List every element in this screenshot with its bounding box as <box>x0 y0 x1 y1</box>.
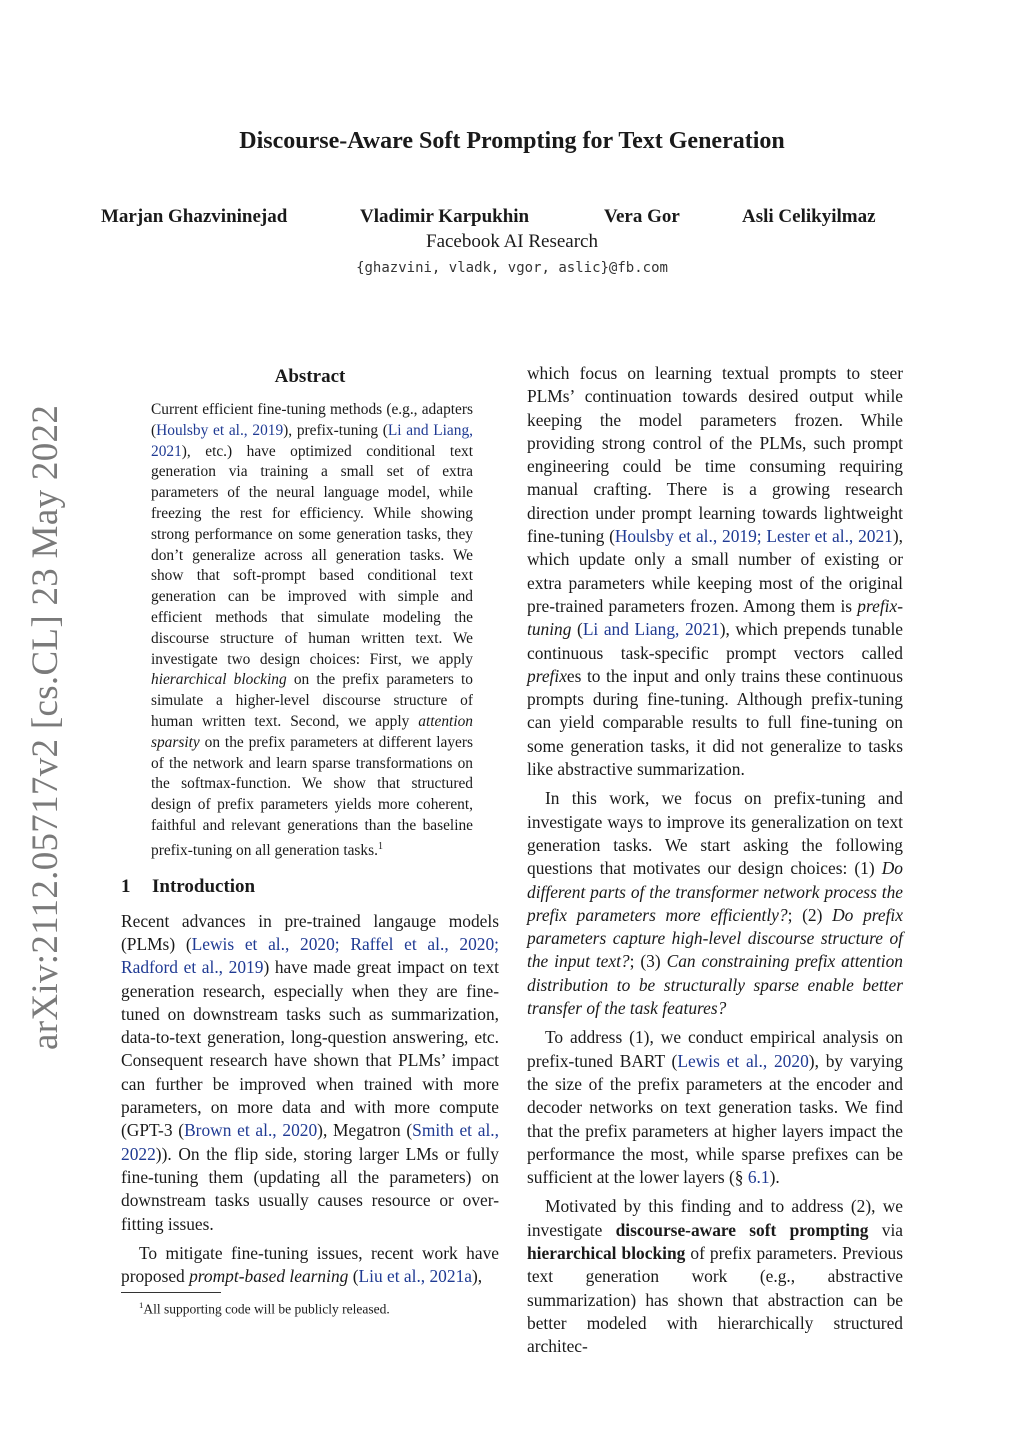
abstract-heading: Abstract <box>274 366 346 387</box>
paper-title: Discourse-Aware Soft Prompting for Text Generation <box>239 128 785 154</box>
section-reference-link[interactable]: 6.1 <box>747 1167 770 1188</box>
footnote: $^1$All supporting code will be publicly released. <box>139 1300 390 1317</box>
footnote-marker[interactable]: 1 <box>377 840 383 852</box>
author-name: Vera Gor <box>604 206 680 227</box>
citation-link[interactable]: Houlsby et al., 2019; Lester et al., 2021 <box>614 526 893 547</box>
citation-link[interactable]: Houlsby et al., 2019 <box>156 421 284 439</box>
citation-link[interactable]: Li and Liang, 2021 <box>151 421 473 460</box>
body-paragraph: which focus on learning textual prompts to steer PLMs’ continuation towards desired output while keeping the model parameters frozen. While providing strong control of the PLMs, such prompt engineering could be time consuming requiring manual crafting. There is a growing research direction under prompt learning towards lightweight fine-tuning (Houlsby et al., 2019; Lester et al., 2021), which update only a small number of existing or extra parameters while keeping most of the original pre-trained parameters frozen. Among them is prefix-tuning (Li and Liang, 2021), which prepends tunable continuous task-specific prompt vectors called prefixes to the input and only trains these continuous prompts during fine-tuning. Although prefix-tuning can yield comparable results to full fine-tuning on some generation tasks, it did not generalize to tasks like abstractive summarization. <box>527 363 903 780</box>
author-name: Asli Celikyilmaz <box>742 206 876 227</box>
intro-paragraph: Recent advances in pre-trained langauge models (PLMs) (Lewis et al., 2020; Raffel et al., 2020; Radford et al., 2019) have made great impact on text generation research, especially when they are fine-tuned on downstream tasks such as summarization, data-to-text generation, long-question answering, etc. Consequent research have shown that PLMs’ impact can further be improved when trained with more parameters, on more data and with more compute (GPT-3 (Brown et al., 2020), Megatron (Smith et al., 2022)). On the flip side, storing larger LMs or fully fine-tuning them (updating all the parameters) on downstream tasks usually causes resource or over-fitting issues. <box>121 910 500 1234</box>
abstract-text: Current efficient fine-tuning methods (e.g., adapters (Houlsby et al., 2019), prefix-tuning (Li and Liang, 2021), etc.) have optimized conditional text generation via training a small set of extra parameters of the neural language model, while freezing the rest for efficiency. While showing strong performance on some generation tasks, they don’t generalize across all generation tasks. We show that soft-prompt based conditional text generation can be improved with simple and efficient methods that simulate modeling the discourse structure of human written text. We investigate two design choices: First, we apply hierarchical blocking on the prefix parameters to simulate a higher-level discourse structure of human written text. Second, we apply attention sparsity on the prefix parameters at different layers of the network and learn sparse transformations on the softmax-function. We show that structured design of prefix parameters yields more coherent, faithful and relevant generations than the baseline prefix-tuning on all generation tasks.$^1$ <box>151 401 473 859</box>
left-column <box>121 362 499 1318</box>
affiliation: Facebook AI Research <box>426 231 598 252</box>
author-name: Vladimir Karpukhin <box>360 206 530 227</box>
arxiv-identifier: arXiv:2112.05717v2 [cs.CL] 23 May 2022 <box>25 404 66 1050</box>
right-column <box>527 362 903 1358</box>
body-paragraph: In this work, we focus on prefix-tuning and investigate ways to improve its generalization on text generation tasks. We start asking the following questions that motivates our design choices: (1) Do different parts of the transformer network process the prefix parameters more efficiently?; (2) Do prefix parameters capture high-level discourse structure of the input text?; (3) Can constraining prefix attention distribution to be structurally sparse enable better transfer of the task features? <box>527 788 904 1019</box>
citation-link[interactable]: Brown et al., 2020 <box>184 1120 318 1141</box>
body-paragraph: Motivated by this finding and to address (2), we investigate discourse-aware soft prompting via hierarchical blocking of prefix parameters. Previous text generation work (e.g., abstractive summarization) has shown that abstraction can be better modeled with hierarchically structured architec- <box>527 1196 903 1357</box>
body-paragraph: To address (1), we conduct empirical analysis on prefix-tuned BART (Lewis et al., 2020), by varying the size of the prefix parameters at the encoder and decoder networks on text generation tasks. We find that the prefix parameters at higher layers impact the performance the most, while sparse prefixes can be sufficient at the lower layers (§ 6.1). <box>527 1027 903 1188</box>
citation-link[interactable]: Li and Liang, 2021 <box>582 619 720 640</box>
author-emails: {ghazvini, vladk, vgor, aslic}@fb.com <box>356 260 668 276</box>
intro-paragraph: To mitigate fine-tuning issues, recent work have proposed prompt-based learning (Liu et al., 2021a), <box>121 1242 499 1287</box>
author-name: Marjan Ghazvininejad <box>101 206 288 227</box>
footnote-divider <box>121 1292 221 1293</box>
citation-link[interactable]: Liu et al., 2021a <box>358 1266 472 1287</box>
citation-link[interactable]: Lewis et al., 2020 <box>677 1050 809 1071</box>
section-heading-introduction: 1 Introduction <box>121 875 256 897</box>
citation-link[interactable]: Smith et al., 2022 <box>121 1120 499 1164</box>
citation-link[interactable]: Lewis et al., 2020; Raffel et al., 2020; Radford et al., 2019 <box>121 933 500 978</box>
